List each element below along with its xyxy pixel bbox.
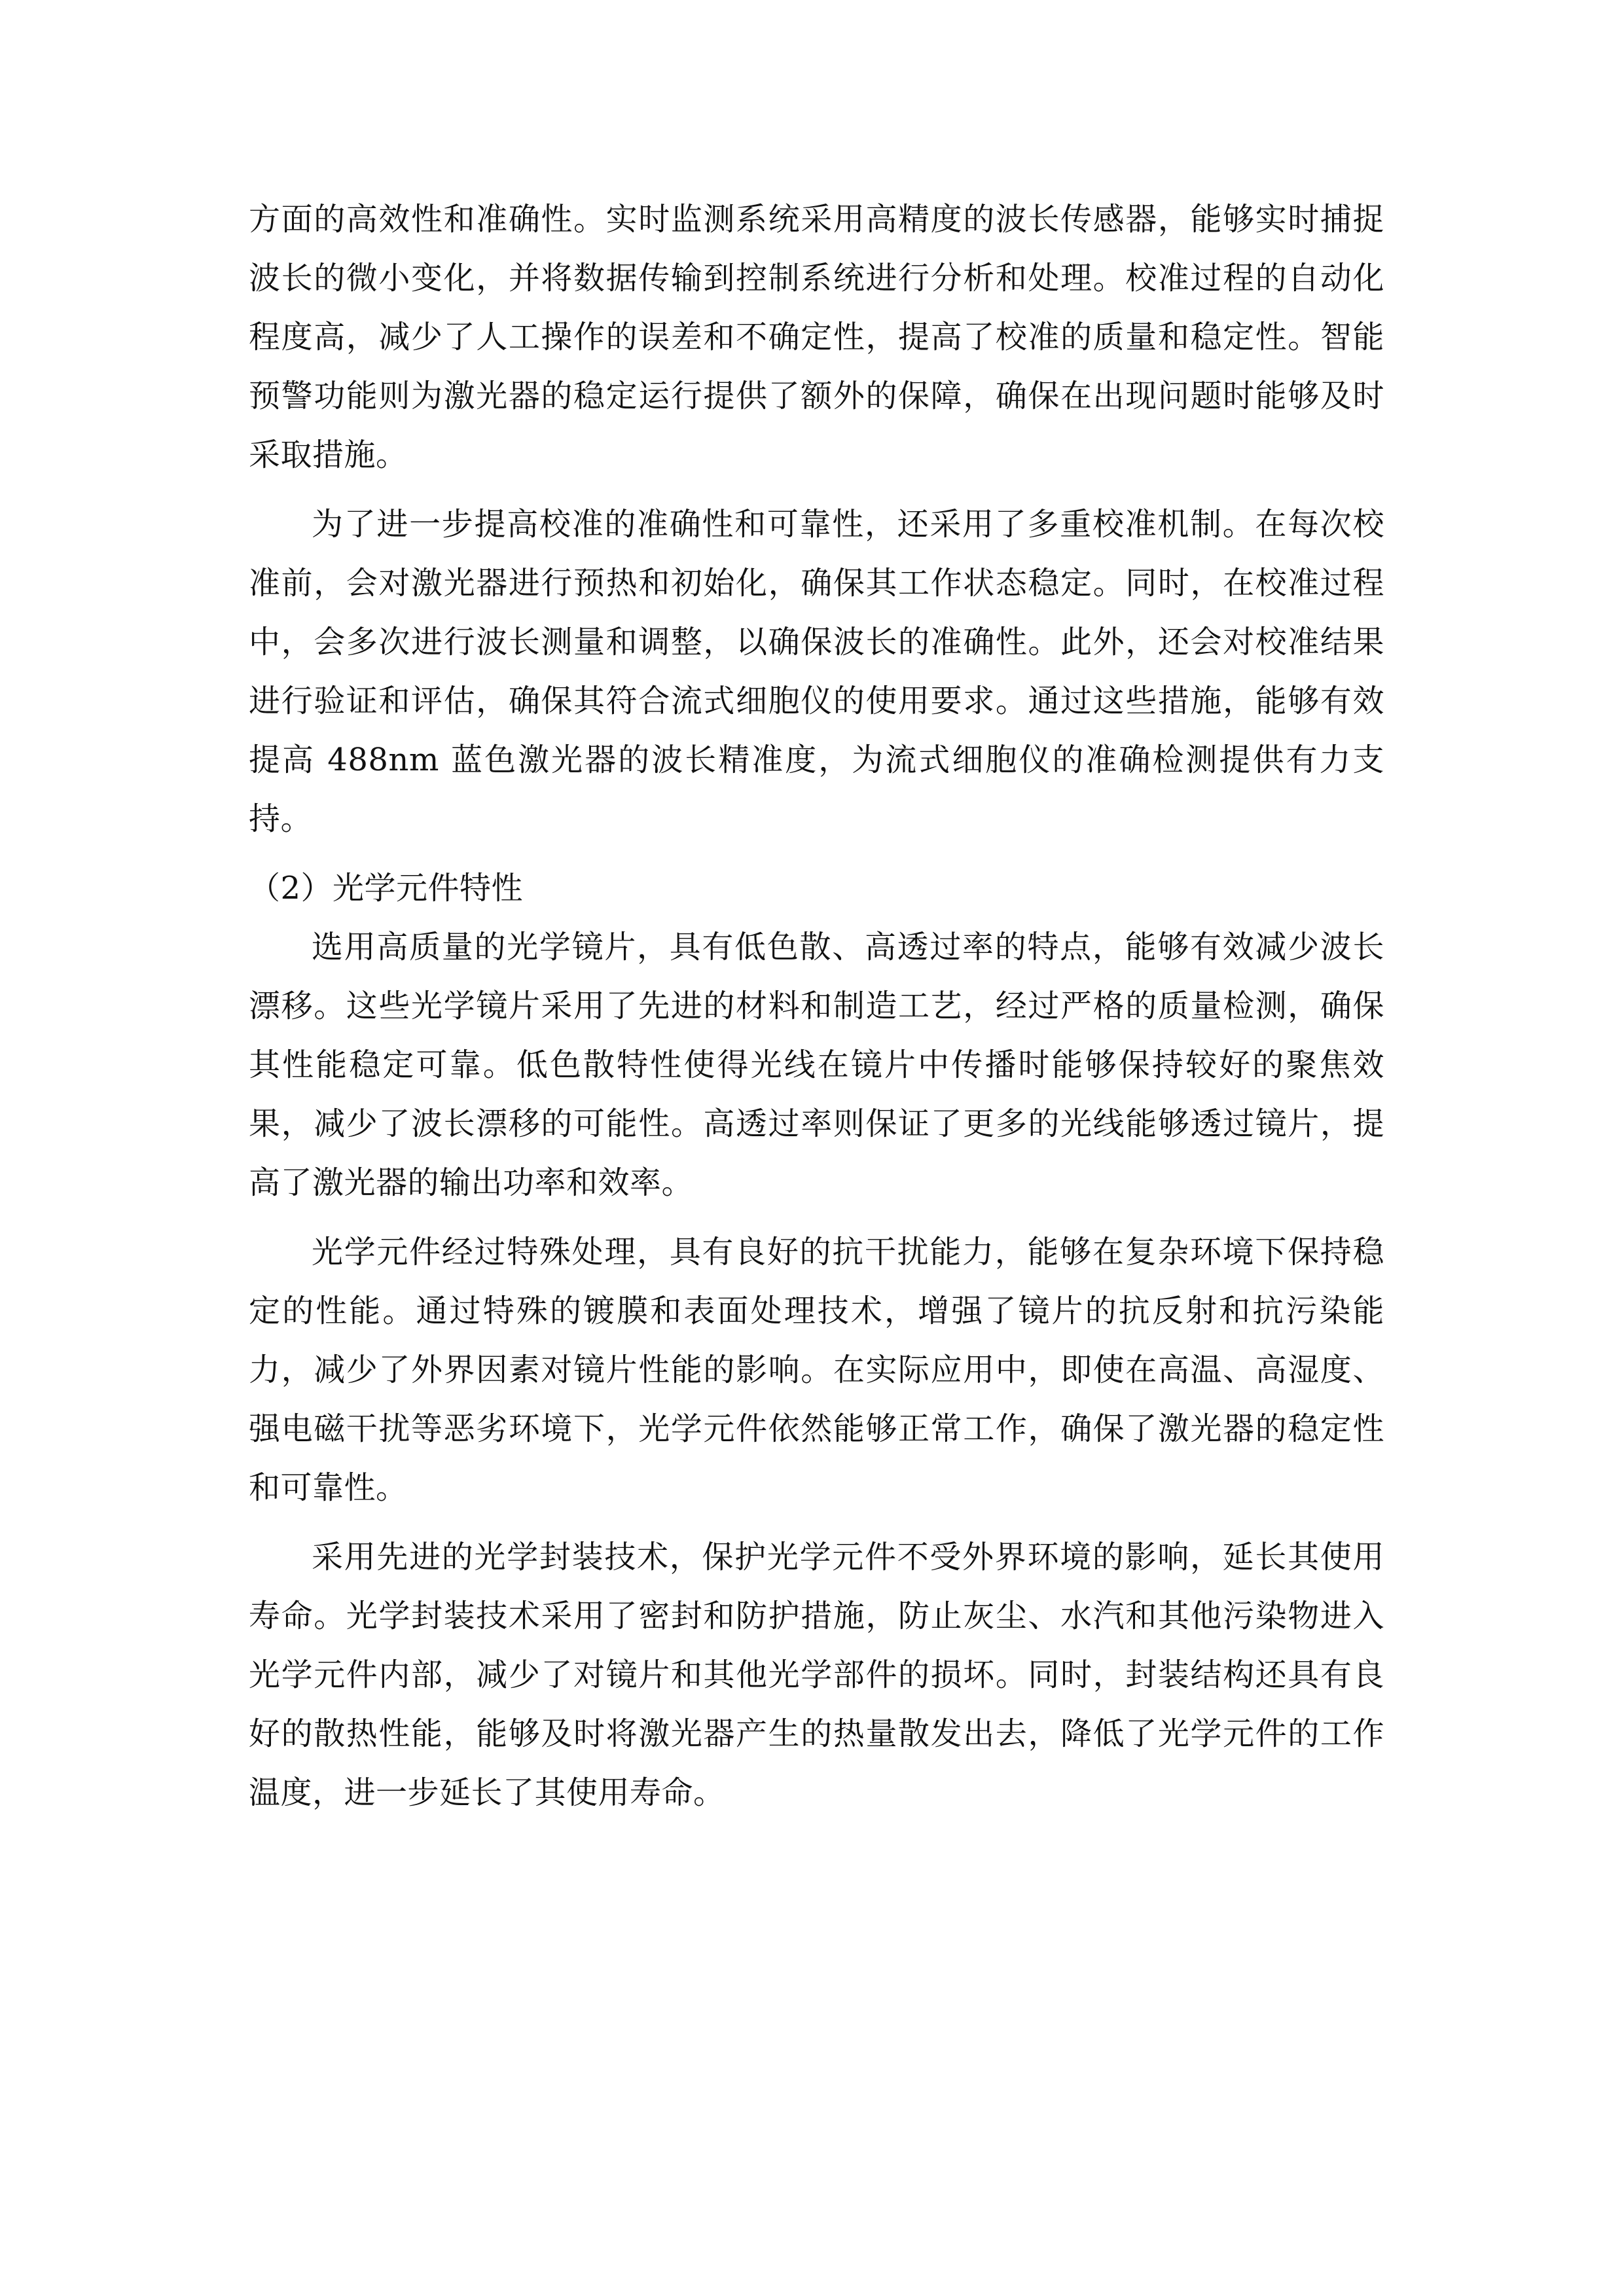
- paragraph-continuation: 方面的高效性和准确性。实时监测系统采用高精度的波长传感器，能够实时捕捉波长的微小变化，并将数据传输到控制系统进行分析和处理。校准过程的自动化程度高，减少了人工操作的误差和不确定性，提高了校准的质量和稳定性。智能预警功能则为激光器的稳定运行提供了额外的保障，确保在出现问题时能够及时采取措施。: [249, 201, 1384, 473]
- document-page: [249, 190, 1384, 1833]
- paragraph-multiple-calibration: 为了进一步提高校准的准确性和可靠性，还采用了多重校准机制。在每次校准前，会对激光器进行预热和初始化，确保其工作状态稳定。同时，在校准过程中，会多次进行波长测量和调整，以确保波长的准确性。此外，还会对校准结果进行验证和评估，确保其符合流式细胞仪的使用要求。通过这些措施，能够有效提高 488nm 蓝色激光器的波长精准度，为流式细胞仪的准确检测提供有力支持。: [249, 506, 1384, 837]
- paragraph-optical-packaging: 采用先进的光学封装技术，保护光学元件不受外界环境的影响，延长其使用寿命。光学封装技术采用了密封和防护措施，防止灰尘、水汽和其他污染物进入光学元件内部，减少了对镜片和其他光学部件的损坏。同时，封装结构还具有良好的散热性能，能够及时将激光器产生的热量散发出去，降低了光学元件的工作温度，进一步延长了其使用寿命。: [249, 1539, 1384, 1811]
- section-heading-optical-elements: （2）光学元件特性: [249, 870, 524, 906]
- paragraph-optical-lenses: 选用高质量的光学镜片，具有低色散、高透过率的特点，能够有效减少波长漂移。这些光学镜片采用了先进的材料和制造工艺，经过严格的质量检测，确保其性能稳定可靠。低色散特性使得光线在镜片中传播时能够保持较好的聚焦效果，减少了波长漂移的可能性。高透过率则保证了更多的光线能够透过镜片，提高了激光器的输出功率和效率。: [249, 929, 1384, 1201]
- paragraph-anti-interference: 光学元件经过特殊处理，具有良好的抗干扰能力，能够在复杂环境下保持稳定的性能。通过特殊的镀膜和表面处理技术，增强了镜片的抗反射和抗污染能力，减少了外界因素对镜片性能的影响。在实际应用中，即使在高温、高湿度、强电磁干扰等恶劣环境下，光学元件依然能够正常工作，确保了激光器的稳定性和可靠性。: [249, 1234, 1384, 1506]
